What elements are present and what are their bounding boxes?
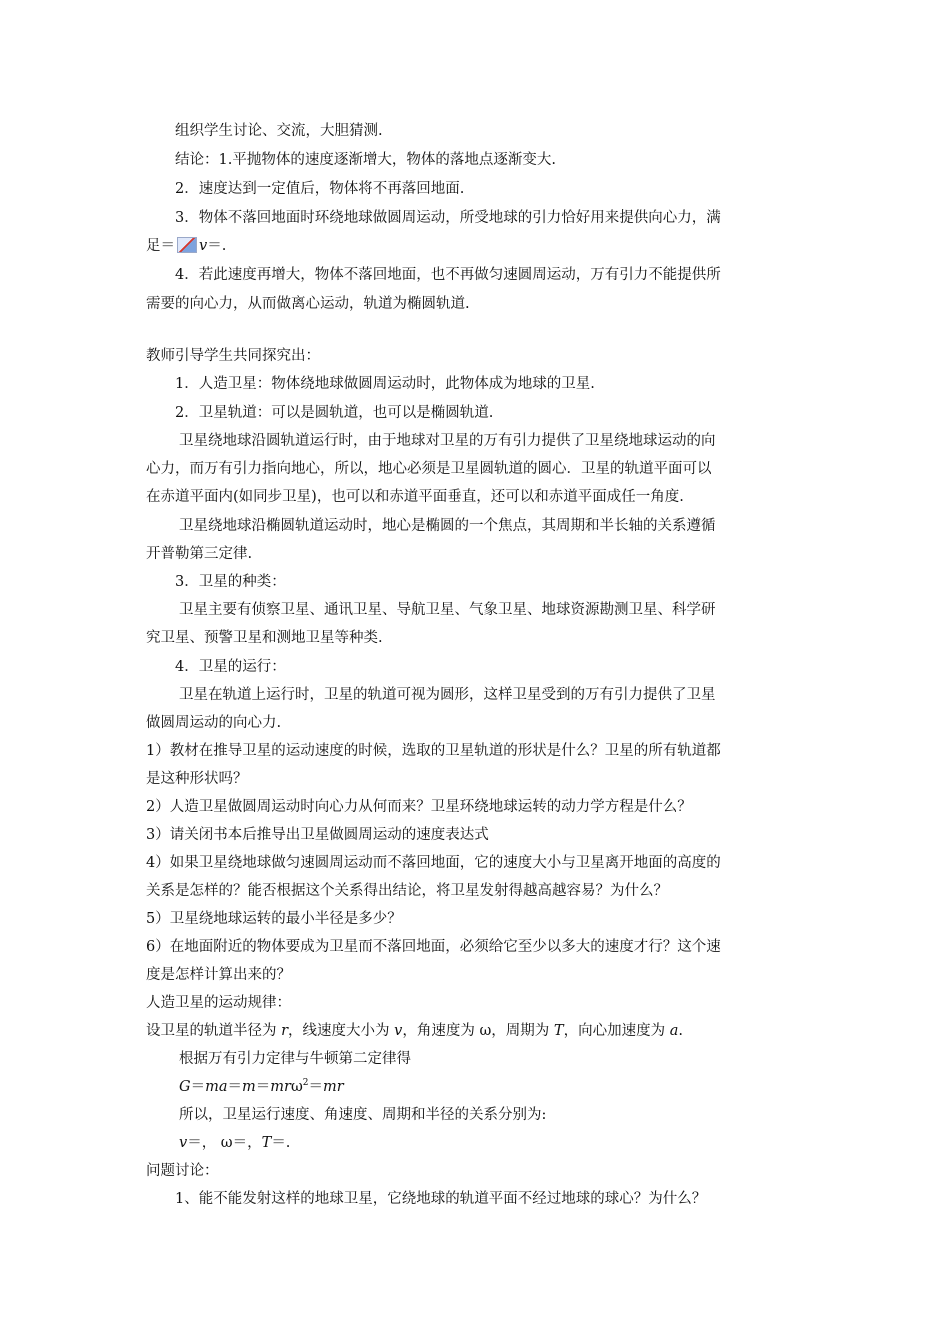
question: 关系是怎样的？能否根据这个关系得出结论，将卫星发射得越高越容易？为什么？ [146, 883, 668, 899]
symbol: T [261, 1135, 272, 1151]
text: ＝ [227, 1079, 242, 1095]
section-heading: 教师引导学生共同探究出： [146, 348, 320, 364]
question: 6）在地面附近的物体要成为卫星而不落回地面，必须给它至少以多大的速度才行？这个速 [146, 939, 721, 955]
section-heading: 人造卫星的运动规律： [146, 995, 291, 1011]
paragraph-formula-line [146, 236, 226, 256]
paragraph: 做圆周运动的向心力. [146, 715, 282, 731]
text: ＝ [190, 1079, 206, 1095]
question: 2）人造卫星做圆周运动时向心力从何而来？卫星环绕地球运转的动力学方程是什么？ [146, 799, 692, 815]
symbol-v: v [199, 238, 208, 254]
symbol: ω [290, 1079, 303, 1095]
symbol: v [179, 1135, 188, 1151]
text: ，角速度为 ω，周期为 [402, 1023, 554, 1039]
list-item: 2．卫星轨道：可以是圆轨道，也可以是椭圆轨道. [175, 405, 494, 421]
text: . [678, 1023, 683, 1039]
equation [179, 1133, 290, 1153]
definition-line [146, 1021, 683, 1041]
list-item: 1．人造卫星：物体绕地球做圆周运动时，此物体成为地球的卫星. [175, 376, 595, 392]
text: ＝. [271, 1135, 291, 1151]
paragraph: 在赤道平面内(如同步卫星)，也可以和赤道平面垂直，还可以和赤道平面成任一角度. [146, 489, 684, 505]
question: 度是怎样计算出来的？ [146, 967, 291, 983]
text: ，向心加速度为 [563, 1023, 670, 1039]
paragraph: 2．速度达到一定值后，物体将不再落回地面. [175, 181, 465, 197]
text: 设卫星的轨道半径为 [146, 1023, 282, 1039]
question: 3）请关闭书本后推导出卫星做圆周运动的速度表达式 [146, 827, 489, 843]
question: 是这种形状吗？ [146, 771, 248, 787]
equation [179, 1077, 344, 1097]
paragraph: 开普勒第三定律. [146, 546, 253, 562]
section-heading: 问题讨论： [146, 1163, 219, 1179]
text: ＝， ω＝， [187, 1135, 262, 1151]
paragraph: 3．物体不落回地面时环绕地球做圆周运动，所受地球的引力恰好用来提供向心力，满 [175, 210, 721, 226]
question: 1）教材在推导卫星的运动速度的时候，选取的卫星轨道的形状是什么？卫星的所有轨道都 [146, 743, 721, 759]
symbol: ma [205, 1079, 228, 1095]
symbol: G [179, 1079, 191, 1095]
paragraph: 4．若此速度再增大，物体不落回地面，也不再做匀速圆周运动，万有引力不能提供所 [175, 267, 721, 283]
question: 4）如果卫星绕地球做匀速圆周运动而不落回地面，它的速度大小与卫星离开地面的高度的 [146, 855, 721, 871]
paragraph: 根据万有引力定律与牛顿第二定律得 [179, 1051, 411, 1067]
broken-image-icon [177, 237, 197, 253]
list-item: 3．卫星的种类： [175, 574, 286, 590]
text: ＝ [255, 1079, 271, 1095]
paragraph: 卫星绕地球沿圆轨道运行时，由于地球对卫星的万有引力提供了卫星绕地球运动的向 [179, 433, 716, 449]
symbol-r: r [281, 1023, 289, 1039]
text: 足＝ [146, 238, 175, 254]
symbol: mr [323, 1079, 344, 1095]
paragraph: 卫星绕地球沿椭圆轨道运动时，地心是椭圆的一个焦点，其周期和半长轴的关系遵循 [179, 518, 716, 534]
exponent: 2 [302, 1078, 309, 1088]
paragraph: 心力，而万有引力指向地心，所以，地心必须是卫星圆轨道的圆心．卫星的轨道平面可以 [146, 461, 712, 477]
paragraph: 所以，卫星运行速度、角速度、周期和半径的关系分别为: [179, 1107, 547, 1123]
paragraph: 需要的向心力，从而做离心运动，轨道为椭圆轨道. [146, 296, 470, 312]
text: ＝ [308, 1079, 323, 1095]
question: 1、能不能发射这样的地球卫星，它绕地球的轨道平面不经过地球的球心？为什么？ [175, 1191, 707, 1207]
paragraph: 究卫星、预警卫星和测地卫星等种类. [146, 630, 383, 646]
text: ，线速度大小为 [288, 1023, 395, 1039]
symbol-a: a [669, 1023, 679, 1039]
symbol: mr [270, 1079, 291, 1095]
list-item: 4．卫星的运行： [175, 659, 286, 675]
paragraph: 结论：1.平抛物体的速度逐渐增大，物体的落地点逐渐变大. [175, 152, 556, 168]
paragraph: 组织学生讨论、交流，大胆猜测. [175, 123, 383, 139]
symbol: m [242, 1079, 256, 1095]
paragraph: 卫星在轨道上运行时，卫星的轨道可视为圆形，这样卫星受到的万有引力提供了卫星 [179, 687, 716, 703]
question: 5）卫星绕地球运转的最小半径是多少？ [146, 911, 402, 927]
symbol-T: T [553, 1023, 564, 1039]
paragraph: 卫星主要有侦察卫星、通讯卫星、导航卫星、气象卫星、地球资源勘测卫星、科学研 [179, 602, 716, 618]
symbol-v: v [394, 1023, 403, 1039]
text: ＝. [207, 238, 227, 254]
